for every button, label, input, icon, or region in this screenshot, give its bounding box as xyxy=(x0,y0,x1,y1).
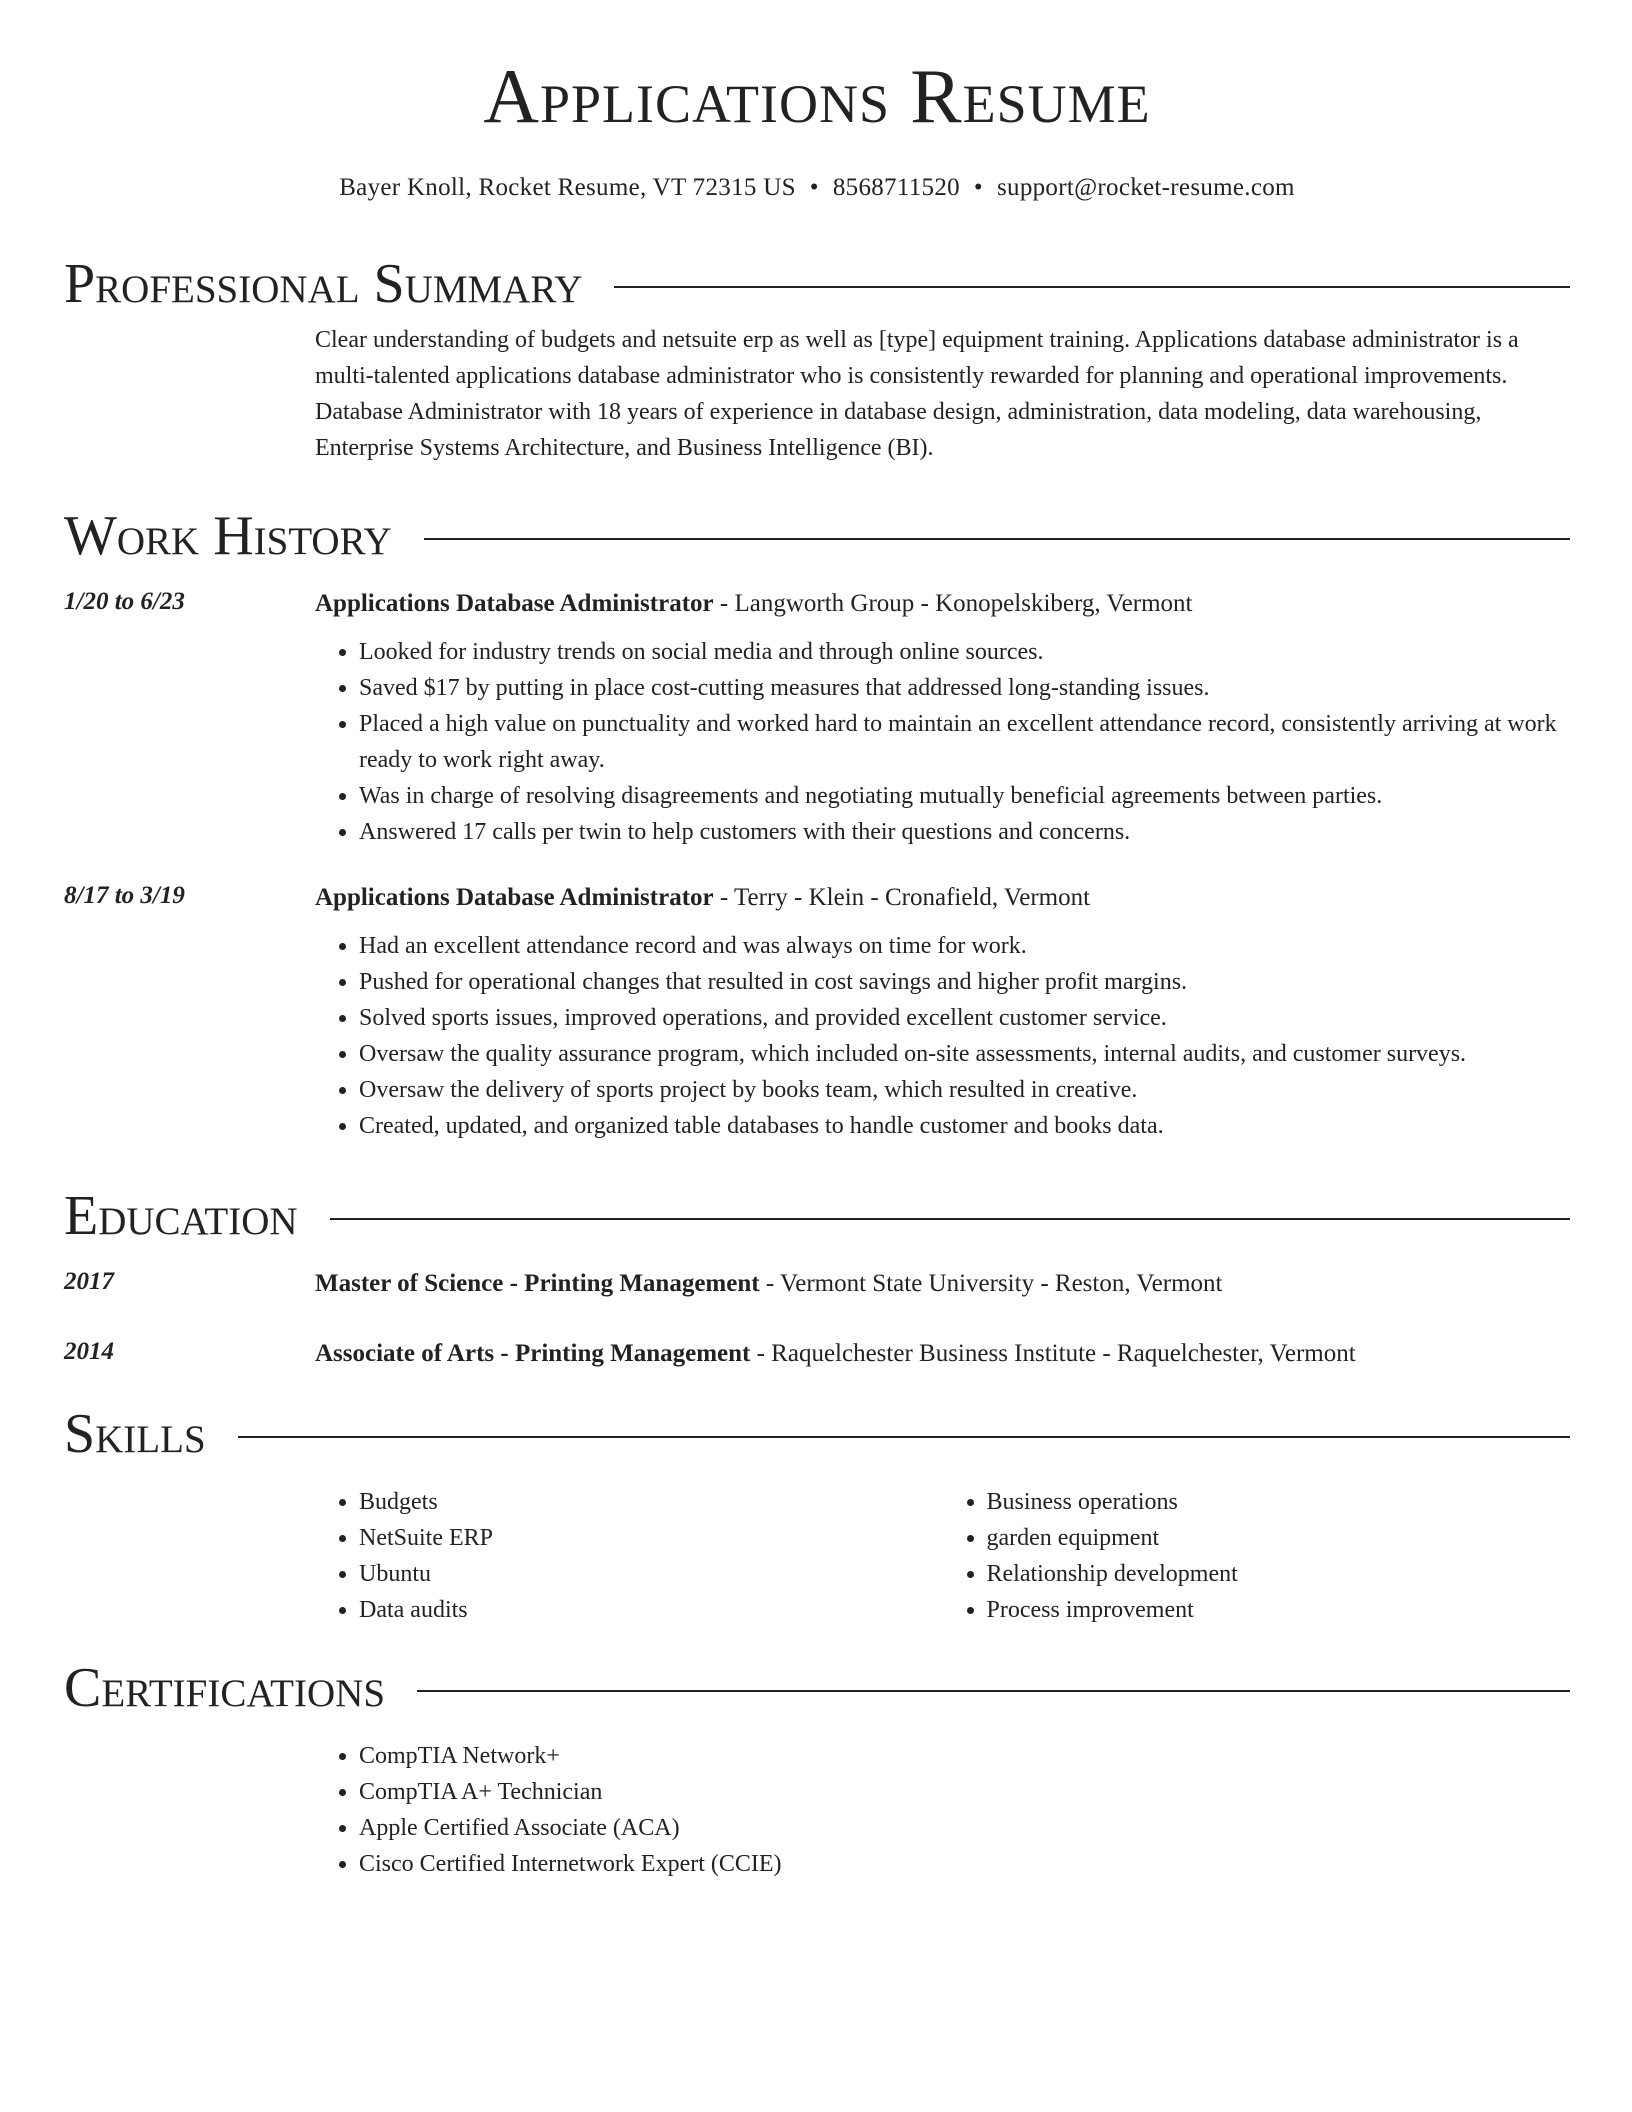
list-item: • Apple Certified Associate (ACA) xyxy=(359,1810,1570,1846)
list-item: • Pushed for operational changes that resulted in cost savings and higher profit margins. xyxy=(359,964,1570,1000)
list-item: • Data audits xyxy=(359,1592,943,1628)
education-year: 2017 xyxy=(64,1268,114,1295)
section-header xyxy=(64,254,1570,314)
education-body xyxy=(315,1268,1570,1300)
job-title: Applications Database Administrator xyxy=(315,590,714,617)
list-item: • Answered 17 calls per twin to help customers with their questions and concerns. xyxy=(359,814,1570,850)
section-divider xyxy=(330,1218,1570,1220)
section-divider xyxy=(417,1690,1570,1692)
contact-separator: • xyxy=(809,174,819,201)
job-dates: 8/17 to 3/19 xyxy=(64,882,185,909)
skills-list-right xyxy=(943,1484,1571,1628)
summary-text: Clear understanding of budgets and netsuite erp as well as [type] equipment training. Applications database administrator is a multi-talented applications database administrator who is consistently rewarded for planning and operational improvements. Database Administrator with 18 years of experience in database design, administration, data modeling, data warehousing, Enterprise Systems Architecture, and Business Intelligence (BI). xyxy=(315,327,1519,461)
section-divider xyxy=(424,538,1570,540)
list-item: • CompTIA A+ Technician xyxy=(359,1774,1570,1810)
education-section xyxy=(64,1186,1570,1370)
list-item: • Oversaw the quality assurance program, which included on-site assessments, internal audits, and customer surveys. xyxy=(359,1036,1570,1072)
list-item: • Created, updated, and organized table databases to handle customer and books data. xyxy=(359,1108,1570,1144)
list-item: • Was in charge of resolving disagreements and negotiating mutually beneficial agreements between parties. xyxy=(359,778,1570,814)
list-item: • Placed a high value on punctuality and worked hard to maintain an excellent attendance record, consistently arriving at work ready to work right away. xyxy=(359,706,1570,778)
contact-address: Bayer Knoll, Rocket Resume, VT 72315 US xyxy=(339,174,796,201)
job-bullets xyxy=(315,634,1570,850)
education-heading xyxy=(315,1338,1570,1370)
list-item: • Process improvement xyxy=(987,1592,1571,1628)
contact-line xyxy=(64,174,1570,202)
section-title: Work History xyxy=(64,505,392,567)
list-item: • NetSuite ERP xyxy=(359,1520,943,1556)
section-divider xyxy=(614,286,1570,288)
certifications-section xyxy=(64,1658,1570,1882)
job-entry xyxy=(64,882,1570,1144)
list-item: • Ubuntu xyxy=(359,1556,943,1592)
job-dates: 1/20 to 6/23 xyxy=(64,588,185,615)
education-body xyxy=(315,1338,1570,1370)
section-title: Skills xyxy=(64,1403,206,1465)
section-header xyxy=(64,506,1570,566)
certifications-list xyxy=(315,1738,1570,1882)
job-entry xyxy=(64,588,1570,850)
list-item: • Saved $17 by putting in place cost-cutting measures that addressed long-standing issues. xyxy=(359,670,1570,706)
list-item: • garden equipment xyxy=(987,1520,1571,1556)
job-bullets xyxy=(315,928,1570,1144)
job-company: - Terry - Klein - Cronafield, Vermont xyxy=(713,884,1091,911)
contact-phone: 8568711520 xyxy=(832,174,960,201)
section-title: Professional Summary xyxy=(64,253,583,315)
skills-section xyxy=(64,1404,1570,1628)
work-history-section xyxy=(64,506,1570,1144)
job-heading xyxy=(315,882,1570,914)
section-header xyxy=(64,1658,1570,1718)
contact-separator: • xyxy=(973,174,983,201)
summary-row xyxy=(64,322,1570,466)
section-title: Certifications xyxy=(64,1657,386,1719)
list-item: • Solved sports issues, improved operations, and provided excellent customer service. xyxy=(359,1000,1570,1036)
certifications-body xyxy=(315,1738,1570,1882)
list-item: • Cisco Certified Internetwork Expert (CCIE) xyxy=(359,1846,1570,1882)
education-school: - Raquelchester Business Institute - Raquelchester, Vermont xyxy=(750,1340,1356,1367)
list-item: • Budgets xyxy=(359,1484,943,1520)
list-item: • Looked for industry trends on social media and through online sources. xyxy=(359,634,1570,670)
list-item: • Relationship development xyxy=(987,1556,1571,1592)
skills-grid xyxy=(315,1484,1570,1628)
job-title: Applications Database Administrator xyxy=(315,884,714,911)
section-header xyxy=(64,1186,1570,1246)
education-entry xyxy=(64,1338,1570,1370)
education-entry xyxy=(64,1268,1570,1300)
education-degree: Associate of Arts - Printing Management xyxy=(315,1340,751,1367)
job-company: - Langworth Group - Konopelskiberg, Vermont xyxy=(713,590,1193,617)
education-degree: Master of Science - Printing Management xyxy=(315,1270,760,1297)
education-heading xyxy=(315,1268,1570,1300)
list-item: • Oversaw the delivery of sports project by books team, which resulted in creative. xyxy=(359,1072,1570,1108)
contact-email[interactable]: support@rocket-resume.com xyxy=(996,174,1295,201)
education-school: - Vermont State University - Reston, Vermont xyxy=(759,1270,1223,1297)
summary-section xyxy=(64,254,1570,466)
job-body xyxy=(315,882,1570,1144)
list-item: • CompTIA Network+ xyxy=(359,1738,1570,1774)
list-item: • Business operations xyxy=(987,1484,1571,1520)
section-divider xyxy=(238,1436,1570,1438)
section-header xyxy=(64,1404,1570,1464)
resume-title: Applications Resume xyxy=(483,53,1151,139)
education-year: 2014 xyxy=(64,1338,114,1365)
job-heading xyxy=(315,588,1570,620)
job-body xyxy=(315,588,1570,850)
skills-list-left xyxy=(315,1484,943,1628)
skills-row xyxy=(64,1484,1570,1628)
list-item: • Had an excellent attendance record and was always on time for work. xyxy=(359,928,1570,964)
certifications-row xyxy=(64,1738,1570,1882)
section-title: Education xyxy=(64,1185,298,1247)
